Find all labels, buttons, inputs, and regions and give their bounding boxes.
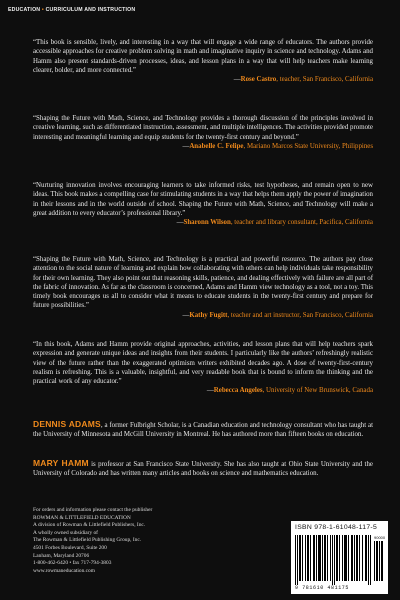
blurb-attribution: —Rebecca Angeles, University of New Brunswick, Canada (206, 387, 373, 395)
blurb-5 (33, 340, 373, 396)
contact-line: 4501 Forbes Boulevard, Suite 200 (33, 544, 107, 551)
blurb-text: “This book is sensible, lively, and interesting in a way that will engage a wide range of educators. The authors provide accessible approaches for creative problem solving in math and imaginative inquiry in science and technology. Adams and Hamm also present standards-driven processes, ideas, and lesson plans in a way that will help teachers make learning clearer, bolder, and more connected.” (33, 39, 373, 74)
blurb-text: “In this book, Adams and Hamm provide original approaches, activities, and lesson plans that will help teachers spark expression and generate unique ideas and insights from their students. I particularly like the authors’ refreshingly realistic view of the future rather than the exaggerated optimism writers exhibited decades ago. A dose of twenty-first-century realism is refreshing. This is a valuable, insightful, and very readable book that is bound to inform the thinking and the practical work of any educator.” (33, 341, 373, 386)
blurb-3 (33, 181, 373, 227)
author-bio-text: , a former Fulbright Scholar, is a Canadian education and technology consultant who has taught at the University of Minnesota and McGill University in Montreal. He has authored more than fifteen books on education. (33, 422, 373, 439)
author-bio-adams (33, 420, 373, 440)
attribution-name: Sharonn Wilson (183, 219, 231, 227)
publisher-contact (33, 507, 233, 575)
blurb-text: “Shaping the Future with Math, Science, and Technology provides a thorough discussion of the principles involved in creative learning, such as differentiated instruction, assessment, and multiple intelligences. The activities provided promote interesting and meaningful learning and equip students for the twenty-first century and beyond.” (33, 115, 373, 141)
attribution-role: , University of New Brunswick, Canada (262, 387, 373, 395)
blurb-attribution: —Sharonn Wilson, teacher and library consultant, Pacifica, California (176, 219, 373, 227)
blurb-4 (33, 255, 373, 320)
blurb-attribution: —Kathy Fugitt, teacher and art instructor, San Francisco, California (182, 311, 373, 319)
category-separator: • (41, 7, 44, 13)
contact-line: A wholly owned subsidiary of (33, 529, 98, 536)
attribution-name: Anabelle C. Felipe (189, 142, 244, 150)
blurb-text: “Nurturing innovation involves encouraging learners to take informed risks, test hypotheses, and remain open to new ideas. This book makes a compelling case for stimulating students in a way that helps them apply the power of imagination in their lessons and in the world outside of school. Shaping the Future with Math, Science, and Technology will make a great addition to every educator’s professional library.” (33, 182, 373, 217)
attribution-role: , Mariano Marcos State University, Philippines (243, 142, 373, 150)
attribution-role: , teacher, San Francisco, California (276, 76, 373, 84)
attribution-role: , teacher and art instructor, San Francisco, California (227, 311, 373, 319)
category-right: CURRICULUM AND INSTRUCTION (45, 7, 136, 13)
blurb-2 (33, 114, 373, 151)
author-name: DENNIS ADAMS (33, 419, 101, 429)
blurb-text: “Shaping the Future with Math, Science, and Technology is a practical and powerful resource. The authors pay close attention to the social nature of learning and explain how collaborating with others can help individuals take responsibility for their own learning. They also point out that reasoning skills, patience, and dealing effectively with failure are all part of the fabric of innovation. As far as the classroom is concerned, Adams and Hamm view technology as a tool, not a toy. This timely book encourages us all to consider what it means to educate students in the twenty-first century and prepare for future possibilities.” (33, 256, 373, 310)
contact-line: Lanham, Maryland 20706 (33, 552, 90, 559)
attribution-name: Rose Castro (240, 76, 277, 84)
blurb-attribution: —Rose Castro, teacher, San Francisco, California (233, 76, 373, 84)
contact-line: ROWMAN & LITTLEFIELD EDUCATION (33, 514, 131, 521)
category-label (8, 7, 135, 13)
attribution-name: Kathy Fugitt (189, 311, 228, 319)
barcode-icon (295, 535, 384, 585)
barcode-digits: 9 781610 481175 (295, 585, 350, 591)
blurb-attribution: —Anabelle C. Felipe, Mariano Marcos State University, Philippines (182, 142, 373, 150)
contact-line: A division of Rowman & Littlefield Publishers, Inc. (33, 522, 146, 529)
author-name: MARY HAMM (33, 458, 89, 468)
blurb-1 (33, 38, 373, 84)
attribution-role: , teacher and library consultant, Pacifica, California (230, 219, 373, 227)
author-bio-text: is professor at San Francisco State University. She has also taught at Ohio State University and the University of Colorado and has written many articles and books on science and mathematics education. (33, 461, 373, 478)
attribution-name: Rebecca Angeles (213, 387, 263, 395)
contact-line: 1-800-462-6420 • fax 717-794-3803 (33, 560, 112, 567)
contact-line: The Rowman & Littlefield Publishing Group, Inc. (33, 537, 142, 544)
isbn-text: ISBN 978-1-61048-117-5 (295, 524, 378, 531)
contact-line: For orders and information please contact the publisher (33, 507, 153, 513)
author-bio-hamm (33, 459, 373, 479)
contact-line: www.rowmaneducation.com (33, 567, 95, 574)
category-left: EDUCATION (8, 7, 41, 13)
barcode-block (291, 521, 388, 594)
price-code: 90000 (374, 535, 386, 540)
